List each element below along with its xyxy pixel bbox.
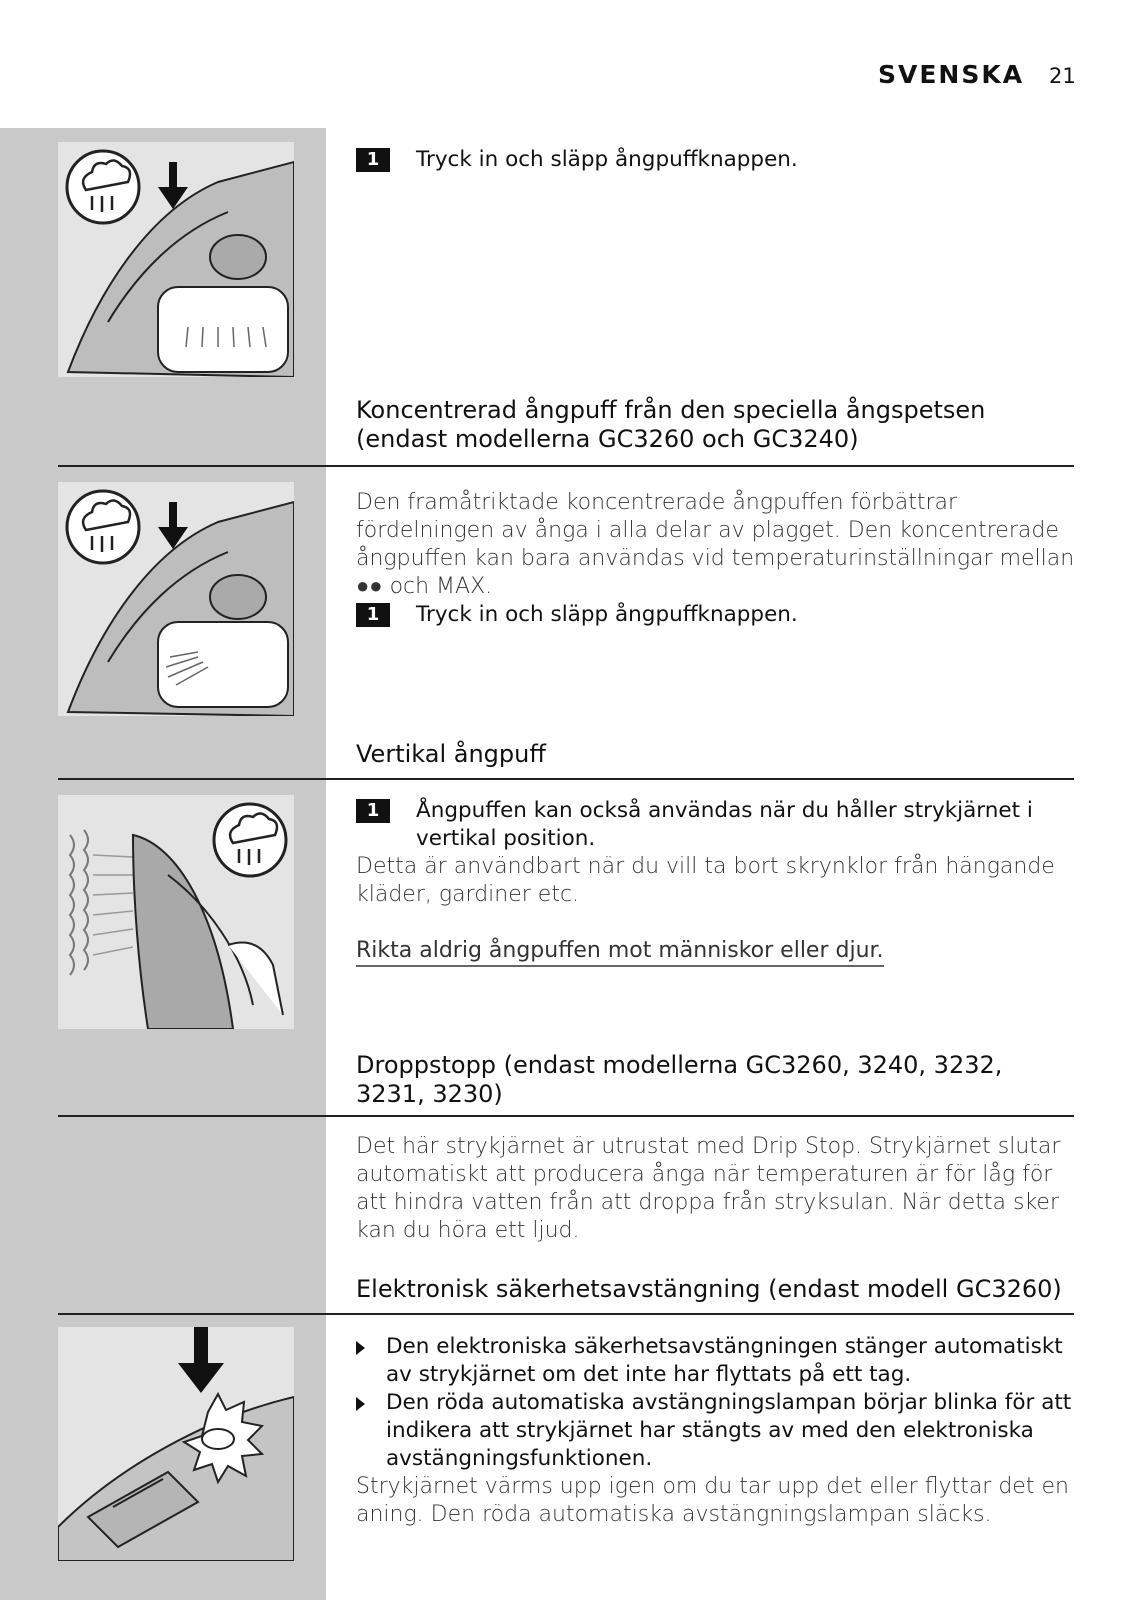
paragraph-drip-stop: Det här strykjärnet är utrustat med Drip Stop. Strykjärnet slutar automatiskt att producera ånga när temperaturen är för låg för att hindra vatten från att droppa från stryksulan. När detta sker kan du höra ett ljud. — [356, 1134, 1061, 1243]
bullet-text: Den röda automatiska avstängningslampan börjar blinka för att indikera att strykjärnet har stängts av med den elektroniska avstängningsfunktionen. — [386, 1390, 1072, 1471]
paragraph-concentrated-steam: Den framåtriktade koncentrerade ångpuffen förbättrar fördelningen av ånga i alla delar av plagget. Den koncentrerade ångpuffen kan bara användas vid temperaturinställningar mellan ●● och MAX. — [356, 490, 1075, 599]
step-text: Tryck in och släpp ångpuffknappen. — [416, 602, 798, 627]
step-1-concentrated-steam — [356, 601, 1076, 631]
bullet-icon — [356, 1397, 365, 1411]
step-text: Tryck in och släpp ångpuffknappen. — [416, 147, 798, 172]
auto-off-light-icon — [202, 1429, 234, 1449]
list-item — [356, 1333, 1076, 1389]
step-1-vertical-steam — [356, 797, 1076, 853]
arrow-down-icon — [178, 1363, 224, 1393]
divider — [58, 1115, 1074, 1117]
step-1-steam-shot — [356, 146, 1076, 176]
bullet-text: Den elektroniska säkerhetsavstängningen stänger automatiskt av strykjärnet om det inte har flyttats på ett tag. — [386, 1334, 1063, 1387]
bullet-icon — [356, 1341, 365, 1355]
figure-concentrated-steam — [58, 482, 294, 716]
figure-safety-shutoff — [58, 1327, 294, 1561]
heading-concentrated-steam: Koncentrerad ångpuff från den speciella ångspetsen (endast modellerna GC3260 och GC3240) — [356, 396, 986, 453]
list-item — [356, 1389, 1076, 1473]
step-number-badge: 1 — [356, 148, 390, 172]
divider — [58, 778, 1074, 780]
iron-concentrated-steam-illustration — [58, 482, 294, 716]
step-text: Ångpuffen kan också användas när du håller strykjärnet i vertikal position. — [416, 798, 1033, 851]
divider — [58, 1313, 1074, 1315]
figure-steam-shot — [58, 142, 294, 377]
figure-vertical-steam — [58, 795, 294, 1029]
paragraph-safety-shutoff: Strykjärnet värms upp igen om du tar upp det eller flyttar det en aning. Den röda automatiska avstängningslampan släcks. — [356, 1474, 1069, 1527]
iron-vertical-steam-illustration — [58, 795, 294, 1029]
paragraph-vertical-steam: Detta är användbart när du vill ta bort skrynklor från hängande kläder, gardiner etc. — [356, 854, 1055, 907]
iron-auto-off-light-illustration — [58, 1327, 294, 1561]
page-number: 21 — [1049, 64, 1076, 88]
divider — [58, 465, 1074, 467]
safety-bullet-list — [356, 1333, 1076, 1473]
step-number-badge: 1 — [356, 799, 390, 823]
iron-steam-shot-illustration — [58, 142, 294, 377]
language-header: SVENSKA — [878, 60, 1025, 89]
heading-vertical-steam: Vertikal ångpuff — [356, 740, 546, 768]
step-number-badge: 1 — [356, 603, 390, 627]
warning-text: Rikta aldrig ångpuffen mot människor eller djur. — [356, 937, 884, 967]
heading-safety-shutoff: Elektronisk säkerhetsavstängning (endast modell GC3260) — [356, 1275, 1062, 1303]
heading-drip-stop: Droppstopp (endast modellerna GC3260, 3240, 3232, 3231, 3230) — [356, 1051, 1003, 1108]
